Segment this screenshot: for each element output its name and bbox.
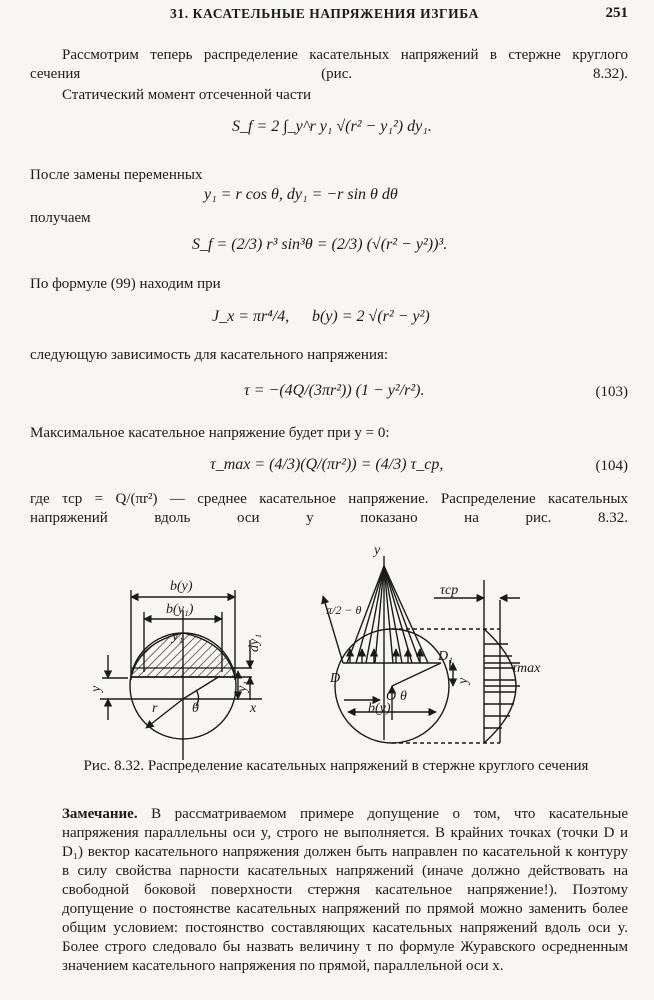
note-text: В рассматриваемом примере допущение о том, что касательные напряжения параллельны оси y, строго не выполняется. В крайних точках (точки D и D₁) вектор касательного напряжения должен быть направлен по касательной к контуру в силу свойства парности касательных напряжений (иначе должно действовать на свободной боковой поверхности стержня касательное напряжение!). Поэтому допущение о постоянстве касательных напряжений по прямой можно заменить более общим условием: постоянство составляющих касательных напряжений вдоль оси y. Более строго следовало бы назвать величину τ по формуле Журавского осредненным значением касательного напряжения по прямой, параллельной оси x. [62,806,629,974]
label-theta-left: θ [192,701,199,716]
right-diagram-labels [326,543,541,716]
label-y-right: y [456,677,471,684]
label-o: O [386,689,397,704]
formula-width: b(y) = 2 √(r² − y²) [312,308,430,325]
paragraph-dependency: следующую зависимость для касательного напряжения: [30,347,389,363]
formula-substitution: y₁ = r cos θ, dy₁ = −r sin θ dθ [204,186,398,203]
theta-ray [183,676,220,699]
note-lead: Замечание. [62,806,138,822]
label-dy1: dy₁ [247,633,262,652]
paragraph-average-stress: где τср = Q/(πr²) — среднее касательное напряжение. Распределение касательных напряжений вдоль оси y показано на рис. 8.32. [30,491,628,526]
label-x-axis: x [250,701,257,716]
label-b-y1: b(y₁) [166,602,194,617]
formula-static-moment-integral: S_f = 2 ∫_y^r y₁ √(r² − y₁²) dy₁. [232,118,432,135]
label-tau-max: τmax [512,661,541,676]
formula-max-shear-stress: τ_max = (4/3)(Q/(πr²)) = (4/3) τ_ср, [210,456,444,473]
label-y1-side: y₁ [235,680,250,692]
label-angle: π/2 − θ [326,603,362,617]
paragraph-static-moment: Статический момент отсеченной части [62,87,312,103]
paragraph-maximum: Максимальное касательное напряжение будет при y = 0: [30,425,390,441]
label-tau-cp: τср [440,583,459,598]
label-b-y-right: b(y) [368,701,391,716]
note-paragraph [62,805,628,976]
label-b-y: b(y) [170,579,193,594]
paragraph-intro: Рассмотрим теперь распределение касательных напряжений в стержне круглого сечения (рис. 8.32). [30,47,628,82]
formula-shear-stress: τ = −(4Q/(3πr²)) (1 − y²/r²). [244,382,425,399]
paragraph-obtain: получаем [30,210,91,226]
label-theta-right: θ [400,689,407,704]
figure-caption: Рис. 8.32. Распределение касательных напряжений в стержне круглого сечения [83,758,589,774]
label-d: D [330,671,341,686]
equation-number-104: (104) [595,458,628,474]
label-d1: D₁ [438,649,453,664]
radius-to-d1 [392,663,441,686]
label-y-left: y [89,685,104,692]
running-header: 31. КАСАТЕЛЬНЫЕ НАПРЯЖЕНИЯ ИЗГИБА [170,6,479,21]
label-y-axis-right: y [374,543,381,558]
paragraph-substitution: После замены переменных [30,167,203,183]
formula-moment-of-inertia: J_x = πr⁴/4, [212,308,290,325]
paragraph-formula-99: По формуле (99) находим при [30,276,221,292]
label-r: r [152,701,158,716]
right-stress-distribution-diagram [323,556,520,743]
label-y1-top: y₁ [172,629,184,644]
formula-static-moment-result: S_f = (2/3) r³ sin³θ = (2/3) (√(r² − y²))³. [192,236,448,253]
page-number: 251 [605,5,628,21]
equation-number-103: (103) [595,384,628,400]
